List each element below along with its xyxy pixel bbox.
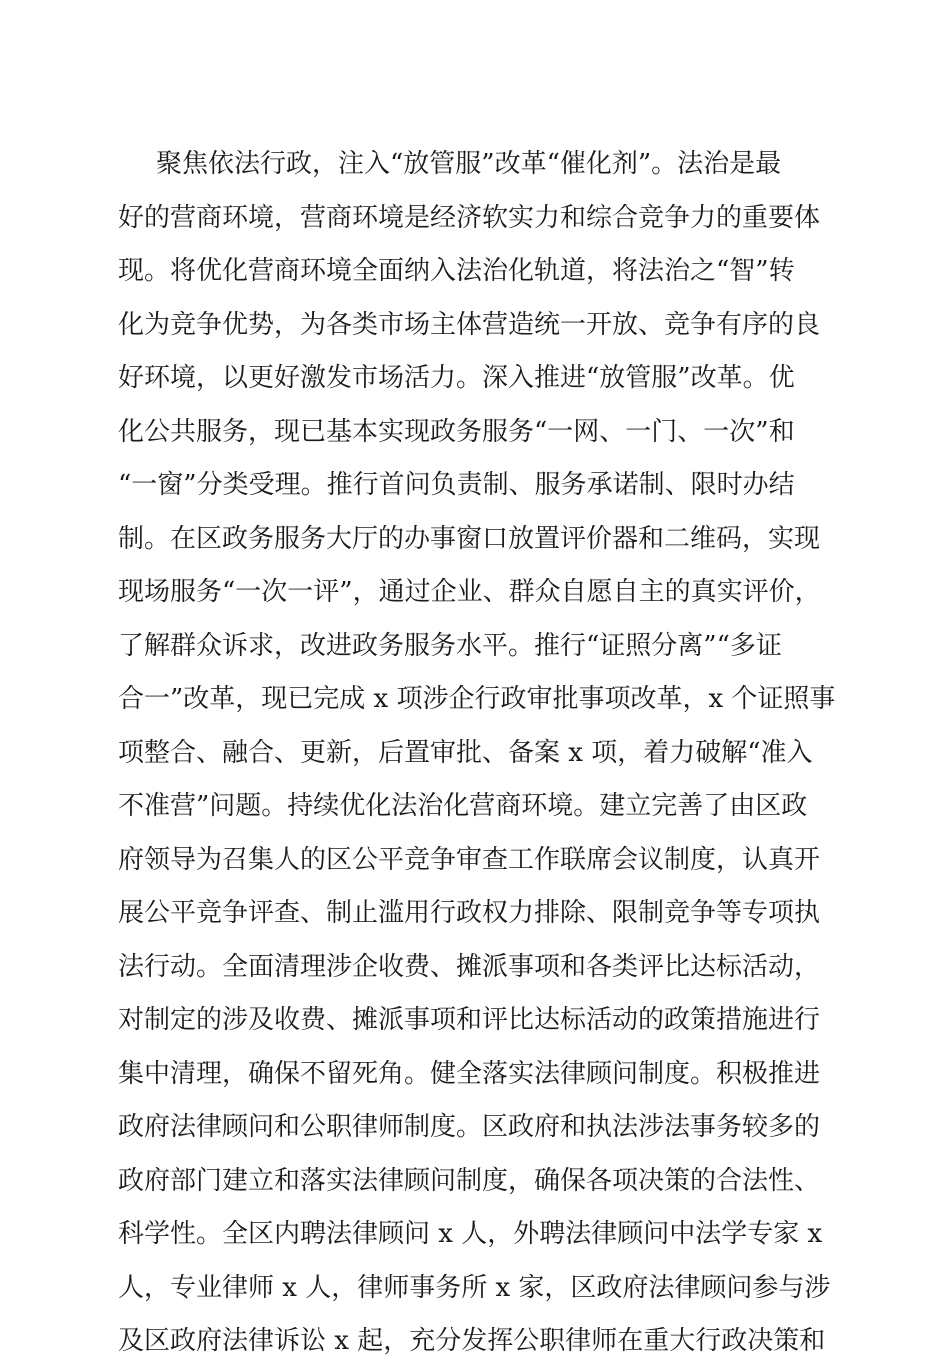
- paragraph-line: 合一”改革，现已完成 x 项涉企行政审批事项改革，x 个证照事: [118, 684, 836, 714]
- paragraph-line: 对制定的涉及收费、摊派事项和评比达标活动的政策措施进行: [118, 1005, 821, 1035]
- paragraph-line: 府领导为召集人的区公平竞争审查工作联席会议制度，认真开: [118, 844, 821, 875]
- paragraph-line: 制。在区政务服务大厅的办事窗口放置评价器和二维码，实现: [118, 523, 821, 554]
- paragraph-line: 政府部门建立和落实法律顾问制度，确保各项决策的合法性、: [118, 1165, 821, 1196]
- paragraph-line: 人，专业律师 x 人，律师事务所 x 家，区政府法律顾问参与涉: [118, 1272, 831, 1303]
- paragraph-line: 展公平竞争评查、制止滥用行政权力排除、限制竞争等专项执: [118, 898, 821, 928]
- body-paragraph: [118, 138, 838, 1369]
- paragraph-line: 及区政府法律诉讼 x 起，充分发挥公职律师在重大行政决策和: [118, 1326, 826, 1356]
- paragraph-line: 化为竞争优势，为各类市场主体营造统一开放、竞争有序的良: [118, 309, 821, 340]
- paragraph-line: 了解群众诉求，改进政务服务水平。推行“证照分离”“多证: [118, 630, 782, 661]
- paragraph-line: 集中清理，确保不留死角。健全落实法律顾问制度。积极推进: [118, 1058, 821, 1089]
- paragraph-line: 好的营商环境，营商环境是经济软实力和综合竞争力的重要体: [118, 202, 821, 233]
- paragraph-line: 项整合、融合、更新，后置审批、备案 x 项，着力破解“准入: [118, 737, 813, 768]
- paragraph-line: “一窗”分类受理。推行首问负责制、服务承诺制、限时办结: [118, 470, 795, 500]
- paragraph-line: 政府法律顾问和公职律师制度。区政府和执法涉法事务较多的: [118, 1112, 821, 1142]
- paragraph-line: 法行动。全面清理涉企收费、摊派事项和各类评比达标活动，: [118, 951, 821, 982]
- paragraph-line: 好环境，以更好激发市场活力。深入推进“放管服”改革。优: [118, 363, 795, 393]
- paragraph-line: 现场服务“一次一评”，通过企业、群众自愿自主的真实评价，: [118, 577, 821, 607]
- paragraph-line: 不准营”问题。持续优化法治化营商环境。建立完善了由区政: [118, 791, 808, 821]
- paragraph-line: 聚焦依法行政，注入“放管服”改革“催化剂”。法治是最: [156, 149, 782, 179]
- paragraph-line: 化公共服务，现已基本实现政务服务“一网、一门、一次”和: [118, 416, 795, 447]
- paragraph-line: 现。将优化营商环境全面纳入法治化轨道，将法治之“智”转: [118, 256, 795, 286]
- paragraph-line: 科学性。全区内聘法律顾问 x 人，外聘法律顾问中法学专家 x: [118, 1219, 823, 1249]
